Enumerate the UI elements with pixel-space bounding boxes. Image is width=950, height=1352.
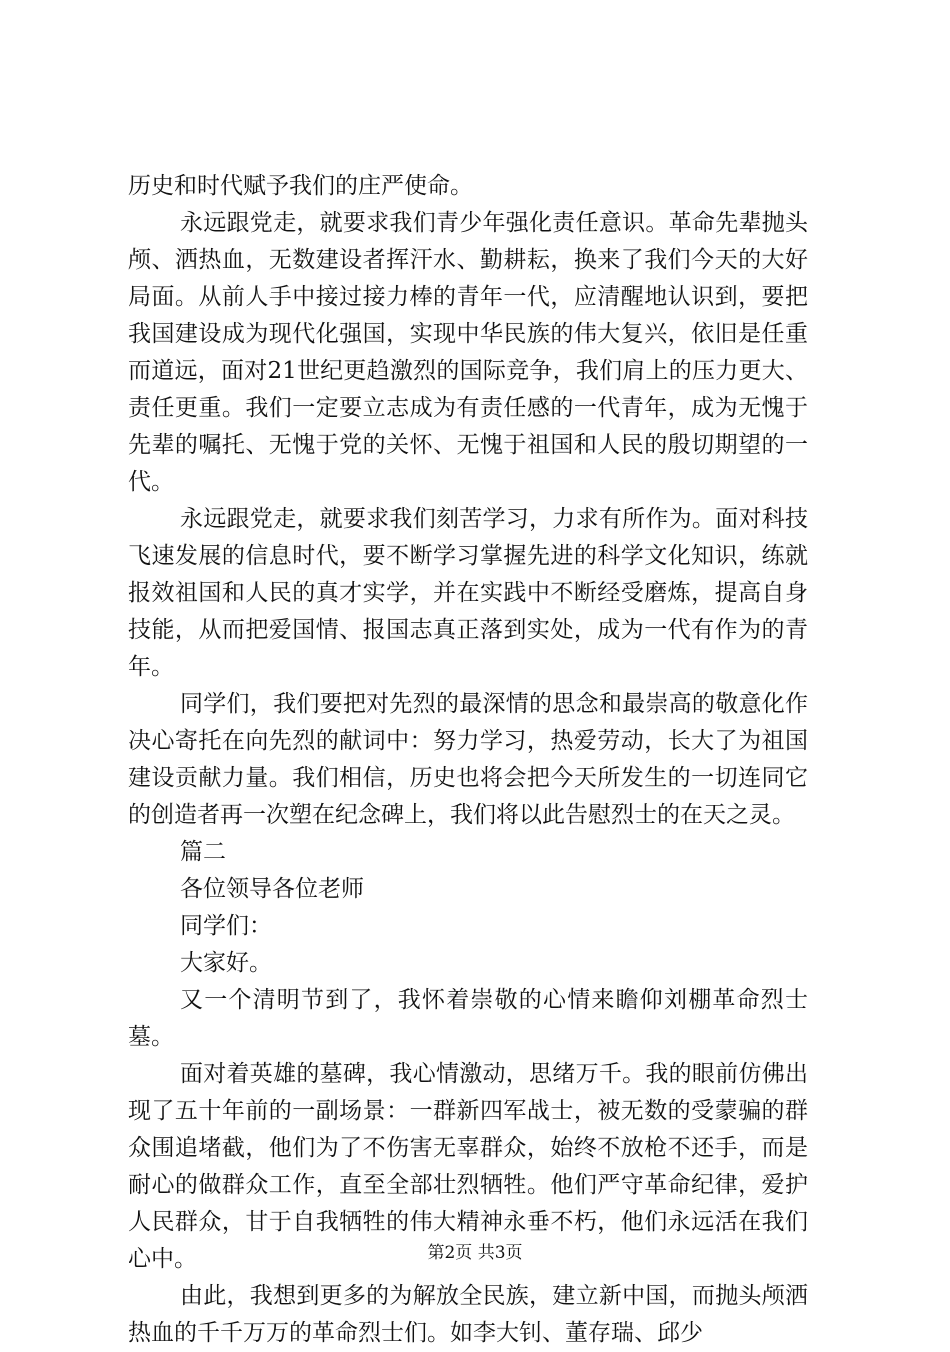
paragraph-9: 又一个清明节到了，我怀着崇敬的心情来瞻仰刘棚革命烈士墓。 (128, 987, 808, 1050)
paragraph-2: 永远跟党走，就要求我们青少年强化责任意识。革命先辈抛头颅、洒热血，无数建设者挥汗水、勤耕耘，换来了我们今天的大好局面。从前人手中接过接力棒的青年一代，应清醒地认识到，要把我国建设成为现代化强国，实现中华民族的伟大复兴，依旧是任重而道远，面对21世纪更趋激烈的国际竞争，我们肩上的压力更大、责任更重。我们一定要立志成为有责任感的一代青年，成为无愧于先辈的嘱托、无愧于党的关怀、无愧于祖国和人民的殷切期望的一代。 (128, 210, 808, 495)
section-heading: 篇二 (180, 839, 226, 865)
greeting: 大家好。 (180, 950, 272, 976)
paragraph-11: 由此，我想到更多的为解放全民族，建立新中国，而抛头颅洒热血的千千万万的革命烈士们。如李大钊、董存瑞、邱少 (128, 1283, 808, 1346)
document-body (128, 168, 808, 1352)
paragraph-1: 历史和时代赋予我们的庄严使命。 (128, 173, 473, 199)
paragraph-4: 同学们，我们要把对先烈的最深情的思念和最崇高的敬意化作决心寄托在向先烈的献词中：努力学习，热爱劳动，长大了为祖国建设贡献力量。我们相信，历史也将会把今天所发生的一切连同它的创造者再一次塑在纪念碑上，我们将以此告慰烈士的在天之灵。 (128, 691, 808, 828)
salutation-students: 同学们： (180, 913, 272, 939)
paragraph-10: 面对着英雄的墓碑，我心情激动，思绪万千。我的眼前仿佛出现了五十年前的一副场景：一群新四军战士，被无数的受蒙骗的群众围追堵截，他们为了不伤害无辜群众，始终不放枪不还手，而是耐心的做群众工作，直至全部壮烈牺牲。他们严守革命纪律，爱护人民群众，甘于自我牺牲的伟大精神永垂不朽，他们永远活在我们心中。 (128, 1061, 808, 1272)
salutation-leaders: 各位领导各位老师 (180, 876, 364, 902)
page-footer: 第2页 共3页 (427, 1243, 523, 1263)
paragraph-3: 永远跟党走，就要求我们刻苦学习，力求有所作为。面对科技飞速发展的信息时代，要不断学习掌握先进的科学文化知识，练就报效祖国和人民的真才实学，并在实践中不断经受磨炼，提高自身技能，从而把爱国情、报国志真正落到实处，成为一代有作为的青年。 (128, 506, 808, 680)
